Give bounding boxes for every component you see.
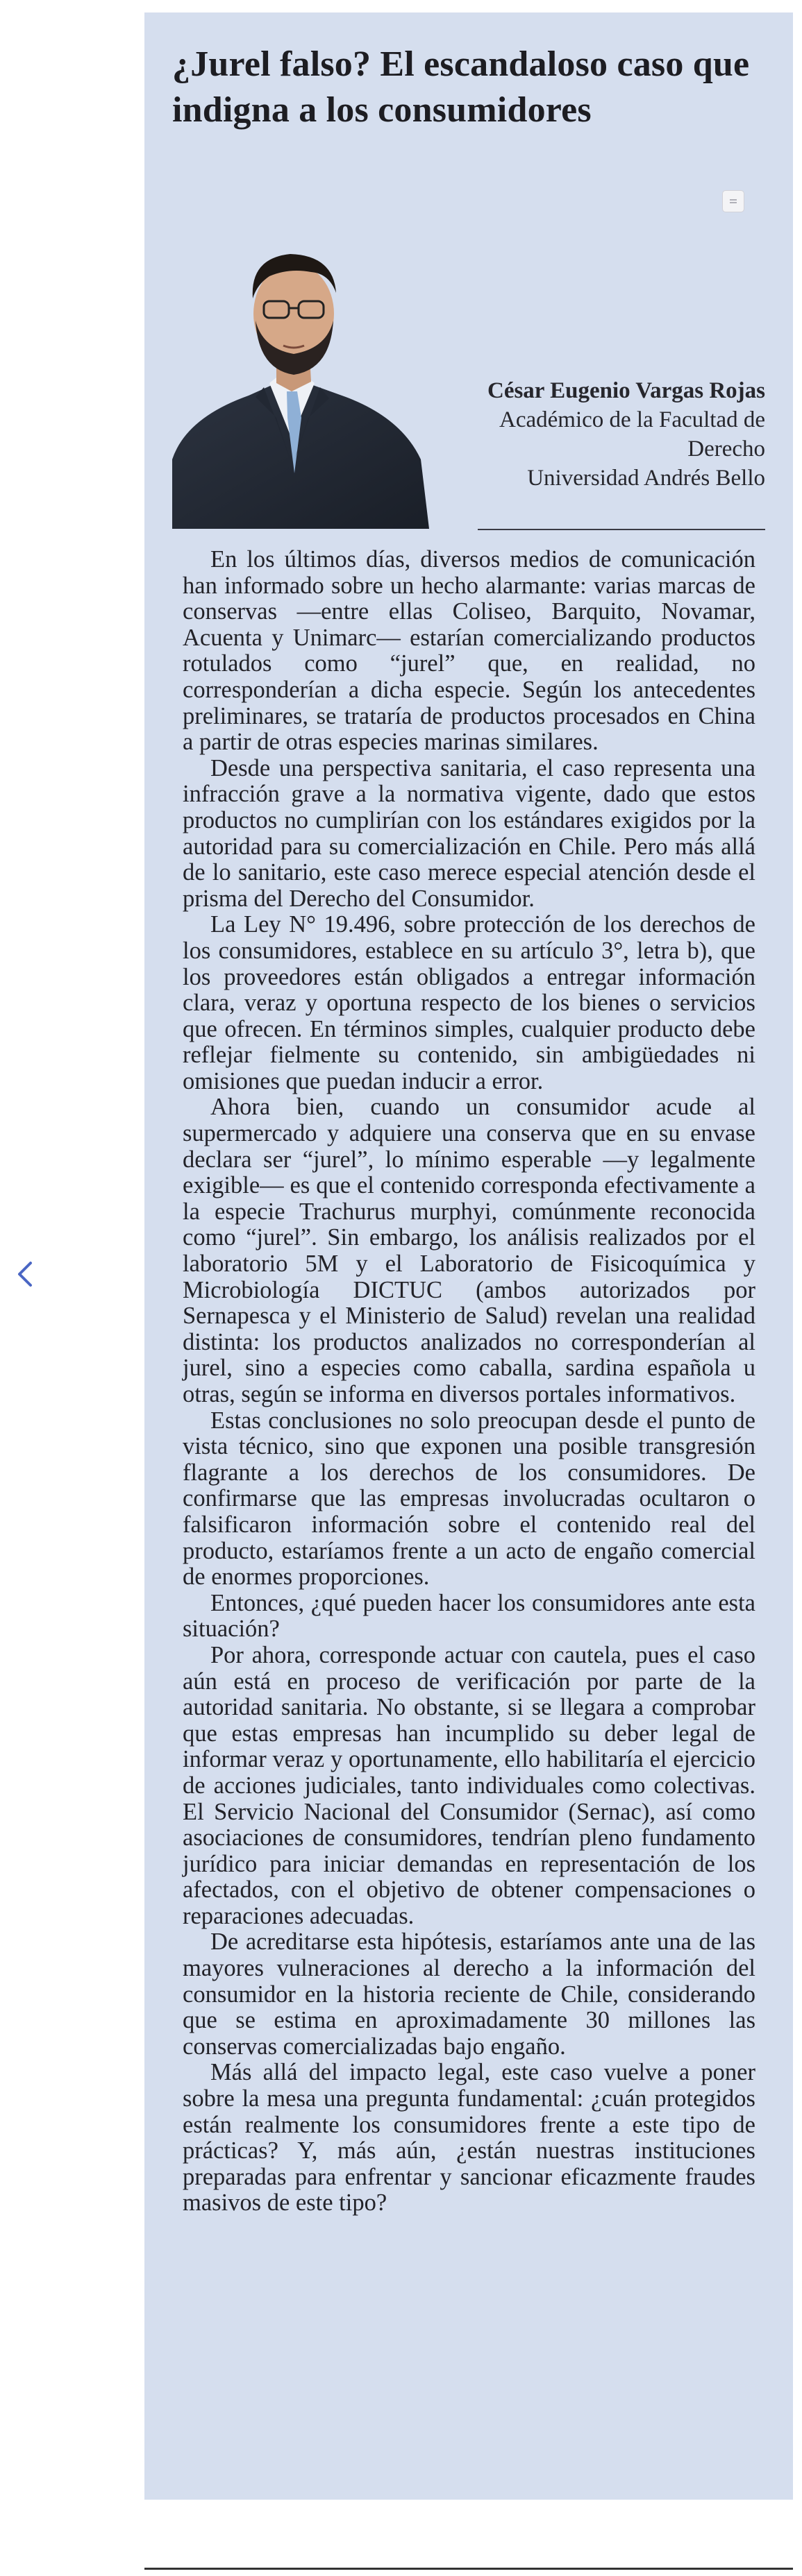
body-paragraph: Estas conclusiones no solo preocupan desde el punto de vista técnico, sino que exponen una posible transgresión flagrante a los derechos de los consumidores. De confirmarse que las empresas involucradas ocultaron o falsificaron información sobre el contenido real del producto, estaríamos frente a un acto de engaño comercial de enormes proporciones. (183, 1407, 755, 1591)
body-paragraph: En los últimos días, diversos medios de comunicación han informado sobre un hecho alarmante: varias marcas de conservas —entre ellas Coliseo, Barquito, Novamar, Acuenta y Unimarc— estarían comercializando productos rotulados como “jurel” que, en realidad, no corresponderían a dicha especie. Según los antecedentes preliminares, se trataría de productos procesados en China a partir de otras especies marinas similares. (183, 546, 755, 756)
back-arrow-icon[interactable] (10, 1257, 43, 1291)
article-body (183, 547, 755, 2217)
body-paragraph: De acreditarse esta hipótesis, estaríamos ante una de las mayores vulneraciones al derecho a la información del consumidor en la historia reciente de Chile, considerando que se estima en aproximadamente 30 millones las conservas comercializadas bajo engaño. (183, 1929, 755, 2060)
author-block (172, 210, 765, 529)
article-clipping (144, 12, 793, 2500)
article-title: ¿Jurel falso? El escandaloso caso que indigna a los consumidores (172, 44, 750, 130)
body-paragraph: Ahora bien, cuando un consumidor acude al supermercado y adquiere una conserva que en su envase declara ser “jurel”, lo mínimo esperable —y legalmente exigible— es que el contenido corresponda efectivamente a la especie Trachurus murphyi, comúnmente reconocida como “jurel”. Sin embargo, los análisis realizados por el laboratorio 5M y el Laboratorio de Fisicoquímica y Microbiología DICTUC (ambos autorizados por Sernapesca y el Ministerio de Salud) revelan una realidad distinta: los productos analizados no corresponderían al jurel, sino a especies como caballa, sardina española u otras, según se informa en diversos portales informativos. (183, 1094, 755, 1407)
body-paragraph: Más allá del impacto legal, este caso vuelve a poner sobre la mesa una pregunta fundamental: ¿cuán protegidos están realmente los consumidores frente a este tipo de prácticas? Y, más aún, ¿están nuestras instituciones preparadas para enfrentar y sancionar eficazmente fraudes masivos de este tipo? (183, 2059, 755, 2217)
page-divider (144, 2568, 793, 2570)
body-paragraph: Desde una perspectiva sanitaria, el caso representa una infracción grave a la normativa vigente, dado que estos productos no cumplirían con los estándares exigidos por la autoridad para su comercialización en Chile. Pero más allá de lo sanitario, este caso merece especial atención desde el prisma del Derecho del Consumidor. (183, 754, 755, 912)
body-paragraph: Entonces, ¿qué pueden hacer los consumidores ante esta situación? (183, 1589, 755, 1643)
byline-divider (478, 529, 765, 530)
author-name: César Eugenio Vargas Rojas (487, 378, 765, 403)
author-role-cont: Derecho (687, 437, 765, 461)
author-portrait (172, 210, 429, 529)
author-institution: Universidad Andrés Bello (527, 466, 765, 491)
author-role: Académico de la Facultad de (499, 407, 765, 432)
body-paragraph: La Ley N° 19.496, sobre protección de los derechos de los consumidores, establece en su artículo 3°, letra b), que los proveedores están obligados a entregar información clara, veraz y oportuna respecto de los bienes o servicios que ofrecen. En términos simples, cualquier producto debe reflejar fielmente su contenido, sin ambigüedades ni omisiones que puedan inducir a error. (183, 911, 755, 1094)
author-byline (487, 376, 765, 493)
body-paragraph: Por ahora, corresponde actuar con cautela, pues el caso aún está en proceso de verificación por parte de la autoridad sanitaria. No obstante, si se llegara a comprobar que estas empresas han incumplido su deber legal de informar veraz y oportunamente, ello habilitaría el ejercicio de acciones judiciales, tanto individuales como colectivas. El Servicio Nacional del Consumidor (Sernac), así como asociaciones de consumidores, tendrían pleno fundamento jurídico para iniciar demandas en representación de los afectados, con el objetivo de obtener compensaciones o reparaciones adecuadas. (183, 1641, 755, 1929)
